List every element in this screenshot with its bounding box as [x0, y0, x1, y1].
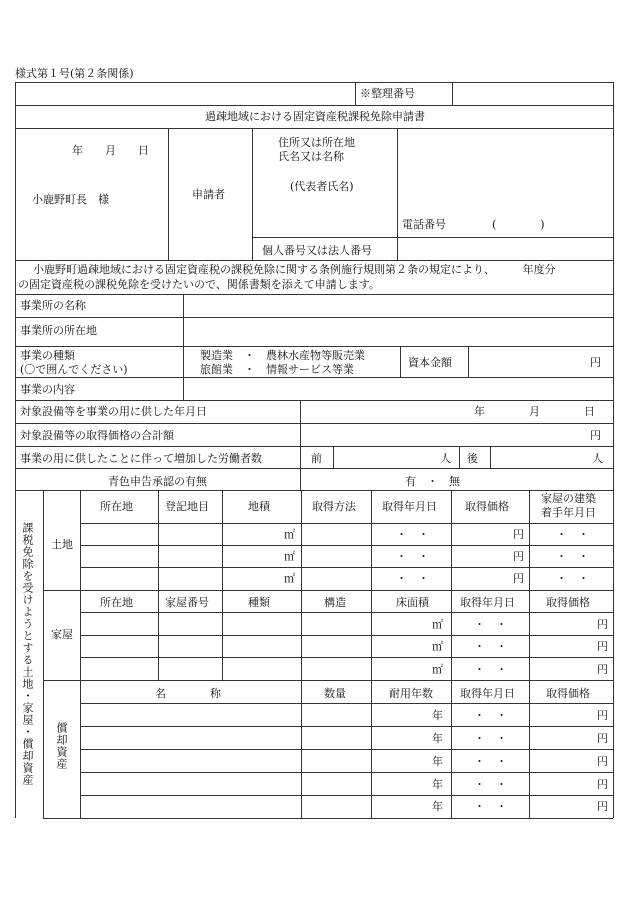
depreciable-header-date: 取得年月日	[460, 687, 515, 700]
land-header-category: 登記地目	[165, 500, 209, 513]
rule-v	[158, 590, 159, 680]
rule-v	[459, 446, 460, 468]
workers-label: 事業の用に供したことに伴って増加した労働者数	[20, 452, 262, 465]
rule-v	[301, 590, 302, 680]
business-content-field[interactable]	[183, 378, 613, 399]
declaration-line-1: 小鹿野町過疎地域における固定資産税の課税免除に関する条例施行規則第２条の規定により、 年度分	[33, 263, 556, 276]
rule-v	[158, 490, 159, 590]
rule-h	[15, 400, 613, 401]
business-location-label: 事業所の所在地	[20, 324, 97, 337]
rule-v	[451, 490, 452, 590]
depreciable-year-unit: 年	[432, 800, 443, 813]
depreciable-price-unit: 円	[597, 755, 608, 768]
depreciable-year-unit: 年	[432, 755, 443, 768]
rule-v	[252, 128, 253, 260]
workers-before-field[interactable]	[334, 447, 434, 467]
applicant-address-name-field[interactable]	[398, 128, 612, 208]
form-title: 過疎地域における固定資産税課税免除申請書	[205, 110, 425, 123]
rule-v	[300, 400, 301, 490]
workers-before-unit: 人	[440, 452, 451, 465]
applicant-label: 申請者	[192, 188, 225, 201]
depreciable-header-price: 取得価格	[546, 687, 590, 700]
rule-h	[80, 772, 613, 773]
business-name-label: 事業所の名称	[20, 299, 86, 312]
house-header-floor-area: 床面積	[396, 596, 429, 609]
service-date-value[interactable]: 年 月 日	[474, 405, 595, 418]
capital-unit: 円	[590, 356, 601, 369]
rule-v	[400, 346, 401, 377]
house-header-location: 所在地	[100, 596, 133, 609]
rule-v	[222, 490, 223, 590]
house-date-dots[interactable]: ・ ・	[474, 663, 507, 676]
depreciable-date-dots[interactable]: ・ ・	[474, 755, 507, 768]
rule-v	[613, 82, 614, 818]
land-date-dots[interactable]: ・ ・	[396, 528, 429, 541]
rule-v	[371, 490, 372, 590]
rule-h	[80, 567, 613, 568]
rule-h	[43, 680, 613, 681]
date-line: 年 月 日	[72, 144, 149, 157]
acquisition-cost-label: 対象設備等の取得価格の合計額	[20, 429, 174, 442]
depreciable-date-dots[interactable]: ・ ・	[474, 800, 507, 813]
name-label: 氏名又は名称	[278, 150, 344, 163]
land-price-unit: 円	[513, 572, 524, 585]
representative-label: (代表者氏名)	[290, 180, 354, 193]
land-header-area: 地積	[248, 500, 270, 513]
rule-v	[529, 590, 530, 680]
depreciable-year-unit: 年	[432, 709, 443, 722]
land-area-unit: ㎡	[284, 550, 295, 563]
form-number-label: 様式第１号(第２条関係)	[15, 67, 134, 80]
assets-label: 課税免除を受けようとする土地・家屋・償却資産	[21, 522, 34, 786]
house-header-structure: 構造	[324, 596, 346, 609]
house-price-unit: 円	[597, 663, 608, 676]
land-area-unit: ㎡	[284, 528, 295, 541]
workers-after-field[interactable]	[490, 447, 590, 467]
depreciable-header-quantity: 数量	[324, 687, 346, 700]
land-price-unit: 円	[513, 528, 524, 541]
land-header-date: 取得年月日	[382, 500, 437, 513]
rule-v	[355, 82, 356, 105]
rule-h	[43, 590, 613, 591]
workers-after-unit: 人	[592, 452, 603, 465]
depreciable-date-dots[interactable]: ・ ・	[474, 778, 507, 791]
depreciable-price-unit: 円	[597, 732, 608, 745]
land-construction-dots[interactable]: ・ ・	[556, 572, 589, 585]
serial-number-label: ※整理番号	[360, 87, 415, 100]
depreciable-date-dots[interactable]: ・ ・	[474, 732, 507, 745]
business-name-field[interactable]	[183, 294, 613, 316]
depreciable-date-dots[interactable]: ・ ・	[474, 709, 507, 722]
land-header-method: 取得方法	[312, 500, 356, 513]
rule-h	[15, 105, 613, 106]
rule-v	[15, 82, 16, 818]
capital-label: 資本金額	[408, 356, 452, 369]
rule-h	[80, 726, 613, 727]
house-header-number: 家屋番号	[165, 596, 209, 609]
addressee: 小鹿野町長 様	[32, 193, 109, 206]
business-type-label: 事業の種類	[20, 349, 75, 362]
rule-h	[15, 468, 613, 469]
rule-v	[80, 490, 81, 818]
rule-v	[301, 680, 302, 818]
individual-number-field[interactable]	[397, 240, 613, 258]
individual-number-label: 個人番号又は法人番号	[262, 244, 372, 257]
rule-h	[80, 523, 613, 524]
acquisition-cost-field[interactable]	[301, 424, 583, 444]
house-header-kind: 種類	[248, 596, 270, 609]
business-type-options-2[interactable]: 旅館業 ・ 情報サービス等業	[200, 363, 354, 376]
rule-v	[168, 128, 169, 260]
depreciable-price-unit: 円	[597, 709, 608, 722]
rule-h	[15, 490, 613, 491]
serial-number-field[interactable]	[452, 83, 614, 104]
rule-v	[371, 590, 372, 680]
depreciable-year-unit: 年	[432, 778, 443, 791]
land-header-construction-2: 着手年月日	[541, 506, 596, 519]
depreciable-price-unit: 円	[597, 800, 608, 813]
land-date-dots[interactable]: ・ ・	[396, 550, 429, 563]
rule-h	[80, 612, 613, 613]
house-date-dots[interactable]: ・ ・	[474, 618, 507, 631]
land-construction-dots[interactable]: ・ ・	[556, 528, 589, 541]
land-price-unit: 円	[513, 550, 524, 563]
rule-v	[222, 590, 223, 680]
rule-h	[80, 703, 613, 704]
house-price-unit: 円	[597, 618, 608, 631]
depreciable-label: 償却資産	[55, 722, 68, 770]
workers-before-label: 前	[311, 452, 322, 465]
land-header-construction-1: 家屋の建築	[541, 492, 596, 505]
rule-v	[371, 680, 372, 818]
address-label: 住所又は所在地	[278, 136, 355, 149]
rule-h	[80, 749, 613, 750]
house-area-unit: ㎡	[432, 618, 443, 631]
rule-h	[80, 635, 613, 636]
land-header-price: 取得価格	[465, 500, 509, 513]
land-construction-dots[interactable]: ・ ・	[556, 550, 589, 563]
rule-v	[529, 490, 530, 590]
business-type-options-1[interactable]: 製造業 ・ 農林水産物等販売業	[200, 349, 365, 362]
rule-v	[529, 680, 530, 818]
rule-v	[43, 490, 44, 818]
rule-v	[301, 490, 302, 590]
depreciable-price-unit: 円	[597, 778, 608, 791]
house-area-unit: ㎡	[432, 640, 443, 653]
workers-after-label: 後	[467, 452, 478, 465]
depreciable-header-life: 耐用年数	[389, 687, 433, 700]
house-date-dots[interactable]: ・ ・	[474, 640, 507, 653]
land-label: 土地	[51, 538, 73, 551]
rule-h	[15, 260, 613, 261]
land-header-location: 所在地	[100, 500, 133, 513]
rule-v	[451, 590, 452, 680]
rule-v	[468, 346, 469, 377]
rule-h	[252, 237, 613, 238]
house-header-price: 取得価格	[546, 596, 590, 609]
blue-return-value[interactable]: 有 ・ 無	[405, 475, 460, 488]
land-area-unit: ㎡	[284, 572, 295, 585]
phone-label: 電話番号	[402, 218, 446, 231]
rule-h	[43, 818, 613, 819]
declaration-line-2: の固定資産税の課税免除を受けたいので、関係書類を添えて申請します。	[18, 278, 380, 291]
capital-field[interactable]	[470, 347, 582, 375]
rule-h	[80, 795, 613, 796]
house-header-date: 取得年月日	[460, 596, 515, 609]
service-date-label: 対象設備等を事業の用に供した年月日	[20, 405, 207, 418]
depreciable-header-name: 名 称	[155, 687, 221, 700]
business-type-note: (〇で囲んでください)	[20, 363, 128, 376]
acquisition-cost-unit: 円	[590, 429, 601, 442]
rule-h	[80, 545, 613, 546]
business-location-field[interactable]	[183, 318, 613, 344]
house-price-unit: 円	[597, 640, 608, 653]
house-label: 家屋	[51, 628, 73, 641]
rule-v	[451, 680, 452, 818]
land-date-dots[interactable]: ・ ・	[396, 572, 429, 585]
business-content-label: 事業の内容	[20, 383, 75, 396]
phone-area-code[interactable]: ( )	[492, 218, 545, 231]
house-area-unit: ㎡	[432, 663, 443, 676]
rule-h	[80, 657, 613, 658]
depreciable-year-unit: 年	[432, 732, 443, 745]
blue-return-label: 青色申告承認の有無	[108, 475, 207, 488]
